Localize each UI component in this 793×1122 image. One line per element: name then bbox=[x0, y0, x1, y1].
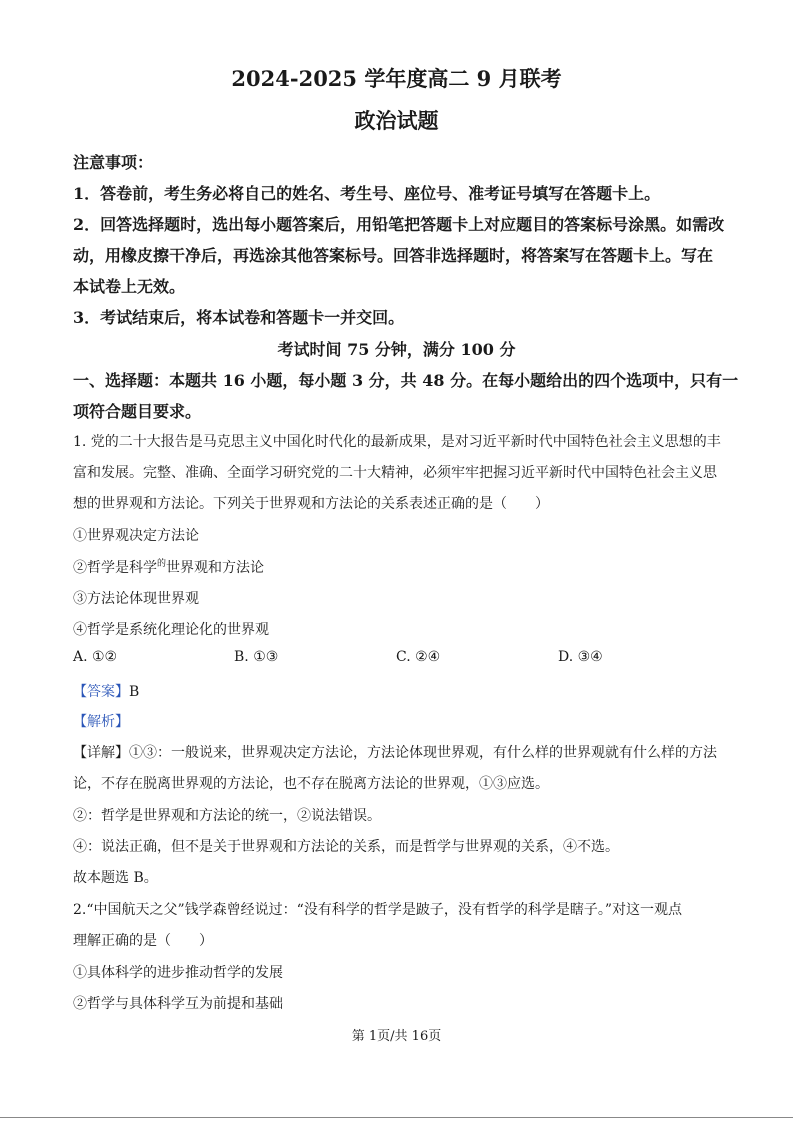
bottom-divider bbox=[0, 1117, 793, 1118]
q2-statement-2: ②哲学与具体科学互为前提和基础 bbox=[73, 996, 283, 1012]
q1-stem-line-3: 想的世界观和方法论。下列关于世界观和方法论的关系表述正确的是（ ） bbox=[73, 496, 549, 512]
detail-tag: 【详解】 bbox=[73, 745, 129, 761]
notice-item-1: 1．答卷前，考生务必将自己的姓名、考生号、座位号、准考证号填写在答题卡上。 bbox=[73, 184, 661, 203]
notice-item-2-line-2: 动，用橡皮擦干净后，再选涂其他答案标号。回答非选择题时，将答案写在答题卡上。写在 bbox=[73, 246, 714, 265]
q2-stem-line-1: 2.“中国航天之父”钱学森曾经说过：“没有科学的哲学是跛子，没有哲学的科学是瞎子。”对这一观点 bbox=[73, 902, 682, 918]
q2-statement-1: ①具体科学的进步推动哲学的发展 bbox=[73, 965, 283, 981]
q1-statement-2-part-2: 世界观和方法论 bbox=[166, 560, 265, 576]
notice-item-3: 3．考试结束后，将本试卷和答题卡一并交回。 bbox=[73, 308, 405, 327]
notice-heading: 注意事项： bbox=[73, 153, 154, 172]
detail-text: ①③：一般说来，世界观决定方法论，方法论体现世界观，有什么样的世界观就有什么样的方法 bbox=[129, 745, 717, 761]
q2-stem-line-2: 理解正确的是（ ） bbox=[73, 933, 213, 949]
answer-value: B bbox=[129, 684, 140, 700]
q1-detail-statement-2: ②：哲学是世界观和方法论的统一，②说法错误。 bbox=[73, 808, 381, 824]
q1-stem-line-1: 1. 党的二十大报告是马克思主义中国化时代化的最新成果，是对习近平新时代中国特色社会主义思想的丰 bbox=[73, 434, 721, 450]
analysis-tag: 【解析】 bbox=[73, 714, 129, 730]
q1-statement-2-superscript: 的 bbox=[157, 559, 167, 569]
q1-statement-2-part-1: ②哲学是科学 bbox=[73, 560, 157, 576]
q1-statement-4: ④哲学是系统化理论化的世界观 bbox=[73, 622, 269, 638]
section-1-heading-line-2: 项符合题目要求。 bbox=[73, 402, 202, 421]
answer-tag: 【答案】 bbox=[73, 684, 129, 700]
q1-detail-line-1 bbox=[73, 742, 720, 762]
notice-item-2-line-1: 2．回答选择题时，选出每小题答案后，用铅笔把答题卡上对应题目的答案标号涂黑。如需改 bbox=[73, 215, 725, 234]
exam-time-info: 考试时间 75 分钟，满分 100 分 bbox=[277, 340, 516, 359]
section-1-heading-line-1: 一、选择题：本题共 16 小题，每小题 3 分，共 48 分。在每小题给出的四个选项中，只有一 bbox=[73, 371, 739, 390]
q1-statement-3: ③方法论体现世界观 bbox=[73, 591, 199, 607]
notice-item-2-line-3: 本试卷上无效。 bbox=[73, 277, 186, 296]
q1-option-a: A. ①② bbox=[73, 649, 118, 665]
q1-detail-line-2: 论，不存在脱离世界观的方法论，也不存在脱离方法论的世界观，①③应选。 bbox=[73, 776, 549, 792]
q1-detail-statement-4: ④：说法正确，但不是关于世界观和方法论的关系，而是哲学与世界观的关系，④不选。 bbox=[73, 839, 619, 855]
q1-conclusion: 故本题选 B。 bbox=[73, 870, 158, 886]
q1-statement-1: ①世界观决定方法论 bbox=[73, 528, 199, 544]
q1-option-d: D. ③④ bbox=[558, 649, 603, 665]
q1-statement-2 bbox=[73, 556, 720, 577]
q1-answer bbox=[73, 681, 720, 701]
q1-option-c: C. ②④ bbox=[396, 649, 441, 665]
exam-title: 2024-2025 学年度高二 9 月联考 bbox=[231, 66, 562, 91]
page-number: 第 1页/共 16页 bbox=[351, 1029, 442, 1044]
q1-option-b: B. ①③ bbox=[234, 649, 279, 665]
q1-stem-line-2: 富和发展。完整、准确、全面学习研究党的二十大精神，必须牢牢把握习近平新时代中国特色社会主义思 bbox=[73, 465, 717, 481]
exam-subject: 政治试题 bbox=[354, 108, 439, 133]
